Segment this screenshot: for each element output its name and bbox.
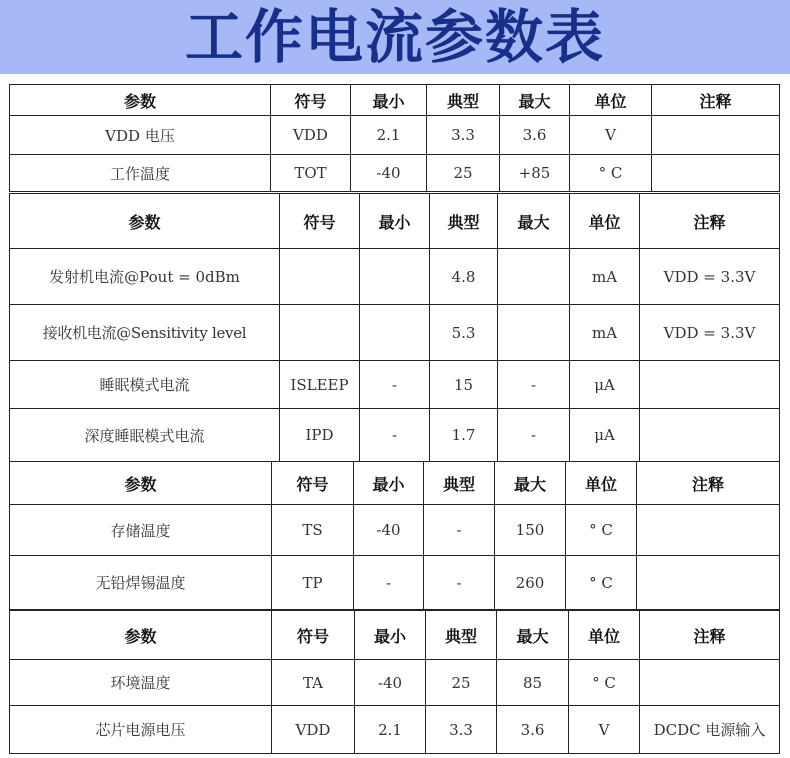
header-typ: 典型	[427, 85, 500, 116]
header-symbol: 符号	[272, 611, 355, 660]
header-typ: 典型	[430, 194, 498, 249]
table-row	[10, 155, 780, 192]
cell-max: +85	[500, 155, 570, 192]
cell-note: VDD = 3.3V	[640, 305, 780, 361]
header-min: 最小	[354, 462, 424, 505]
cell-note	[637, 556, 780, 610]
table-row	[10, 361, 780, 409]
cell-typ: 1.7	[430, 409, 498, 462]
cell-symbol: TOT	[271, 155, 351, 192]
page-title: 工作电流参数表	[184, 3, 605, 71]
cell-unit: mA	[570, 249, 640, 305]
cell-note: VDD = 3.3V	[640, 249, 780, 305]
cell-param: 芯片电源电压	[10, 706, 272, 754]
cell-symbol: TA	[272, 660, 355, 706]
header-note: 注释	[652, 85, 780, 116]
cell-symbol	[280, 249, 360, 305]
cell-typ: 15	[430, 361, 498, 409]
cell-typ: -	[424, 556, 495, 610]
cell-min: -40	[354, 505, 424, 556]
cell-typ: 3.3	[427, 116, 500, 155]
header-max: 最大	[495, 462, 566, 505]
cell-unit: μA	[570, 361, 640, 409]
cell-min: -	[360, 361, 430, 409]
cell-unit: V	[569, 706, 640, 754]
cell-param: VDD 电压	[10, 116, 271, 155]
cell-symbol: ISLEEP	[280, 361, 360, 409]
header-param: 参数	[10, 194, 280, 249]
cell-param: 发射机电流@Pout = 0dBm	[10, 249, 280, 305]
header-max: 最大	[497, 611, 569, 660]
cell-param: 存储温度	[10, 505, 272, 556]
table-header-row	[10, 462, 780, 505]
cell-max: 85	[497, 660, 569, 706]
cell-symbol: VDD	[271, 116, 351, 155]
cell-unit: μA	[570, 409, 640, 462]
cell-note	[652, 116, 780, 155]
cell-unit: ° C	[569, 660, 640, 706]
cell-min: 2.1	[351, 116, 427, 155]
cell-max: -	[498, 361, 570, 409]
cell-param: 接收机电流@Sensitivity level	[10, 305, 280, 361]
cell-max: -	[498, 409, 570, 462]
spec-table-4	[9, 610, 780, 754]
cell-min: -	[360, 409, 430, 462]
header-note: 注释	[640, 194, 780, 249]
cell-min	[360, 305, 430, 361]
cell-note	[637, 505, 780, 556]
cell-min: 2.1	[355, 706, 426, 754]
cell-unit: mA	[570, 305, 640, 361]
cell-symbol: VDD	[272, 706, 355, 754]
cell-typ: 5.3	[430, 305, 498, 361]
header-param: 参数	[10, 611, 272, 660]
table-header-row	[10, 85, 780, 116]
cell-min: -40	[355, 660, 426, 706]
table-row	[10, 706, 780, 754]
header-typ: 典型	[424, 462, 495, 505]
cell-max: 3.6	[497, 706, 569, 754]
cell-typ: -	[424, 505, 495, 556]
header-unit: 单位	[570, 194, 640, 249]
header-unit: 单位	[569, 611, 640, 660]
header-max: 最大	[500, 85, 570, 116]
cell-symbol	[280, 305, 360, 361]
cell-min: -40	[351, 155, 427, 192]
cell-max: 260	[495, 556, 566, 610]
cell-min	[360, 249, 430, 305]
cell-note	[640, 409, 780, 462]
header-note: 注释	[637, 462, 780, 505]
spec-table-3	[9, 461, 780, 610]
table-row	[10, 249, 780, 305]
header-unit: 单位	[570, 85, 652, 116]
header-symbol: 符号	[280, 194, 360, 249]
header-typ: 典型	[426, 611, 497, 660]
cell-typ: 25	[426, 660, 497, 706]
cell-typ: 25	[427, 155, 500, 192]
cell-unit: ° C	[566, 505, 637, 556]
cell-max	[498, 249, 570, 305]
cell-note	[640, 361, 780, 409]
cell-note	[652, 155, 780, 192]
table-row	[10, 505, 780, 556]
cell-unit: V	[570, 116, 652, 155]
table-row	[10, 409, 780, 462]
header-param: 参数	[10, 462, 272, 505]
cell-param: 无铅焊锡温度	[10, 556, 272, 610]
cell-symbol: IPD	[280, 409, 360, 462]
spec-table-2	[9, 193, 780, 462]
header-note: 注释	[640, 611, 780, 660]
cell-param: 环境温度	[10, 660, 272, 706]
cell-param: 工作温度	[10, 155, 271, 192]
cell-param: 睡眠模式电流	[10, 361, 280, 409]
cell-max	[498, 305, 570, 361]
cell-typ: 4.8	[430, 249, 498, 305]
header-min: 最小	[355, 611, 426, 660]
cell-max: 150	[495, 505, 566, 556]
cell-param: 深度睡眠模式电流	[10, 409, 280, 462]
cell-max: 3.6	[500, 116, 570, 155]
table-row	[10, 116, 780, 155]
header-symbol: 符号	[272, 462, 354, 505]
cell-symbol: TP	[272, 556, 354, 610]
cell-min: -	[354, 556, 424, 610]
header-max: 最大	[498, 194, 570, 249]
header-symbol: 符号	[271, 85, 351, 116]
table-header-row	[10, 194, 780, 249]
cell-note: DCDC 电源输入	[640, 706, 780, 754]
table-row	[10, 556, 780, 610]
header-min: 最小	[351, 85, 427, 116]
table-header-row	[10, 611, 780, 660]
header-unit: 单位	[566, 462, 637, 505]
cell-unit: ° C	[566, 556, 637, 610]
cell-unit: ° C	[570, 155, 652, 192]
title-banner	[0, 0, 790, 74]
cell-typ: 3.3	[426, 706, 497, 754]
header-param: 参数	[10, 85, 271, 116]
header-min: 最小	[360, 194, 430, 249]
spec-table-1	[9, 84, 780, 192]
table-row	[10, 305, 780, 361]
cell-note	[640, 660, 780, 706]
cell-symbol: TS	[272, 505, 354, 556]
table-row	[10, 660, 780, 706]
